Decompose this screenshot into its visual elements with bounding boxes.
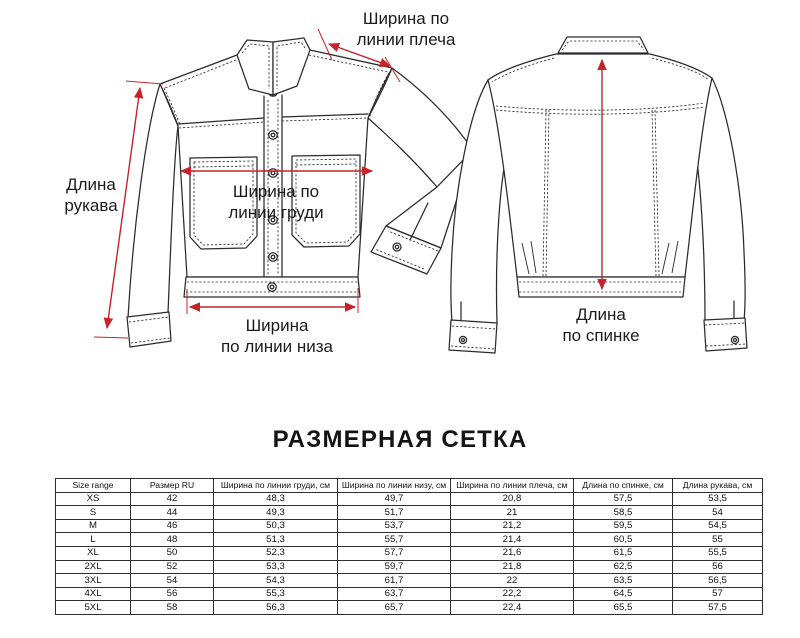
size-table-cell: 57 <box>673 587 763 601</box>
size-table-cell: 52 <box>131 560 214 574</box>
size-table-column-header: Size range <box>56 479 131 493</box>
shoulder-width-label-line1: Ширина по <box>362 9 450 28</box>
size-table-cell: 22 <box>451 574 574 588</box>
back-length-label-line2: по спинке <box>562 326 640 345</box>
size-table-cell: 42 <box>131 492 214 506</box>
size-table-cell: 61,7 <box>338 574 451 588</box>
size-table-cell: 60,5 <box>574 533 673 547</box>
size-table-row <box>56 492 763 506</box>
size-table-cell: 55,7 <box>338 533 451 547</box>
size-table-cell: 59,7 <box>338 560 451 574</box>
size-table-cell: 21,4 <box>451 533 574 547</box>
size-table-cell: 51,7 <box>338 506 451 520</box>
size-table-cell: 57,5 <box>673 601 763 615</box>
size-table-cell: 56,5 <box>673 574 763 588</box>
size-table-row <box>56 601 763 615</box>
size-table-cell: 50 <box>131 546 214 560</box>
size-table-cell: 56 <box>673 560 763 574</box>
size-table-cell: 48 <box>131 533 214 547</box>
size-table-body <box>56 492 763 614</box>
sleeve-length-label-line1: Длина <box>66 175 116 194</box>
size-table-cell: 57,7 <box>338 546 451 560</box>
size-table-cell: 49,7 <box>338 492 451 506</box>
size-table-cell: 49,3 <box>214 506 338 520</box>
size-table-cell: 64,5 <box>574 587 673 601</box>
size-table-cell: 2XL <box>56 560 131 574</box>
size-table-column-header: Ширина по линии низу, см <box>338 479 451 493</box>
shoulder-width-label-line2: линии плеча <box>356 30 456 49</box>
size-table-cell: 50,3 <box>214 519 338 533</box>
size-table <box>55 478 763 615</box>
chest-width-label-line1: Ширина по <box>232 182 320 201</box>
size-table-cell: 62,5 <box>574 560 673 574</box>
page-title: РАЗМЕРНАЯ СЕТКА <box>272 426 528 453</box>
back-length-label-line1: Длина <box>576 305 626 324</box>
size-table-row <box>56 546 763 560</box>
size-table-cell: 46 <box>131 519 214 533</box>
size-table-cell: L <box>56 533 131 547</box>
size-table-cell: 63,5 <box>574 574 673 588</box>
size-table-cell: 58,5 <box>574 506 673 520</box>
size-table-cell: 21,6 <box>451 546 574 560</box>
size-table-cell: 58 <box>131 601 214 615</box>
size-table-cell: 55,5 <box>673 546 763 560</box>
size-table-row <box>56 560 763 574</box>
size-table-cell: 54 <box>673 506 763 520</box>
size-table-cell: 22,2 <box>451 587 574 601</box>
size-table-cell: 54,5 <box>673 519 763 533</box>
size-table-cell: 54 <box>131 574 214 588</box>
size-table-cell: 55 <box>673 533 763 547</box>
size-table-cell: 48,3 <box>214 492 338 506</box>
size-table-column-header: Длина рукава, см <box>673 479 763 493</box>
size-table-cell: 3XL <box>56 574 131 588</box>
size-table-cell: 53,5 <box>673 492 763 506</box>
size-table-row <box>56 519 763 533</box>
hem-width-label-line2: по линии низа <box>220 337 334 356</box>
size-table-cell: 44 <box>131 506 214 520</box>
size-table-cell: 53,3 <box>214 560 338 574</box>
size-table-cell: XL <box>56 546 131 560</box>
hem-width-label-line1: Ширина <box>245 316 309 335</box>
sleeve-length-label-line2: рукава <box>64 196 118 215</box>
size-table-column-header: Ширина по линии груди, см <box>214 479 338 493</box>
size-table-row <box>56 587 763 601</box>
size-table-cell: 65,5 <box>574 601 673 615</box>
size-table-column-header: Длина по спинке, см <box>574 479 673 493</box>
size-table-cell: XS <box>56 492 131 506</box>
size-table-cell: 61,5 <box>574 546 673 560</box>
size-table-row <box>56 533 763 547</box>
size-table-cell: 56,3 <box>214 601 338 615</box>
size-table-cell: 53,7 <box>338 519 451 533</box>
size-table-cell: 51,3 <box>214 533 338 547</box>
size-table-row <box>56 574 763 588</box>
size-table-header-row <box>56 479 763 493</box>
size-table-cell: 5XL <box>56 601 131 615</box>
size-table-cell: 52,3 <box>214 546 338 560</box>
size-table-cell: 65,7 <box>338 601 451 615</box>
size-table-row <box>56 506 763 520</box>
size-table-cell: 21,8 <box>451 560 574 574</box>
size-table-cell: 22,4 <box>451 601 574 615</box>
size-table-cell: 56 <box>131 587 214 601</box>
size-table-cell: 4XL <box>56 587 131 601</box>
size-table-cell: S <box>56 506 131 520</box>
size-table-cell: 21,2 <box>451 519 574 533</box>
size-table-cell: 55,3 <box>214 587 338 601</box>
size-table-column-header: Размер RU <box>131 479 214 493</box>
size-table-cell: 57,5 <box>574 492 673 506</box>
size-table-cell: 59,5 <box>574 519 673 533</box>
size-table-cell: 20,8 <box>451 492 574 506</box>
size-table-cell: 21 <box>451 506 574 520</box>
size-table-column-header: Ширина по линии плеча, см <box>451 479 574 493</box>
size-table-cell: M <box>56 519 131 533</box>
size-table-cell: 54,3 <box>214 574 338 588</box>
size-table-cell: 63,7 <box>338 587 451 601</box>
chest-width-label-line2: линии груди <box>228 203 324 222</box>
